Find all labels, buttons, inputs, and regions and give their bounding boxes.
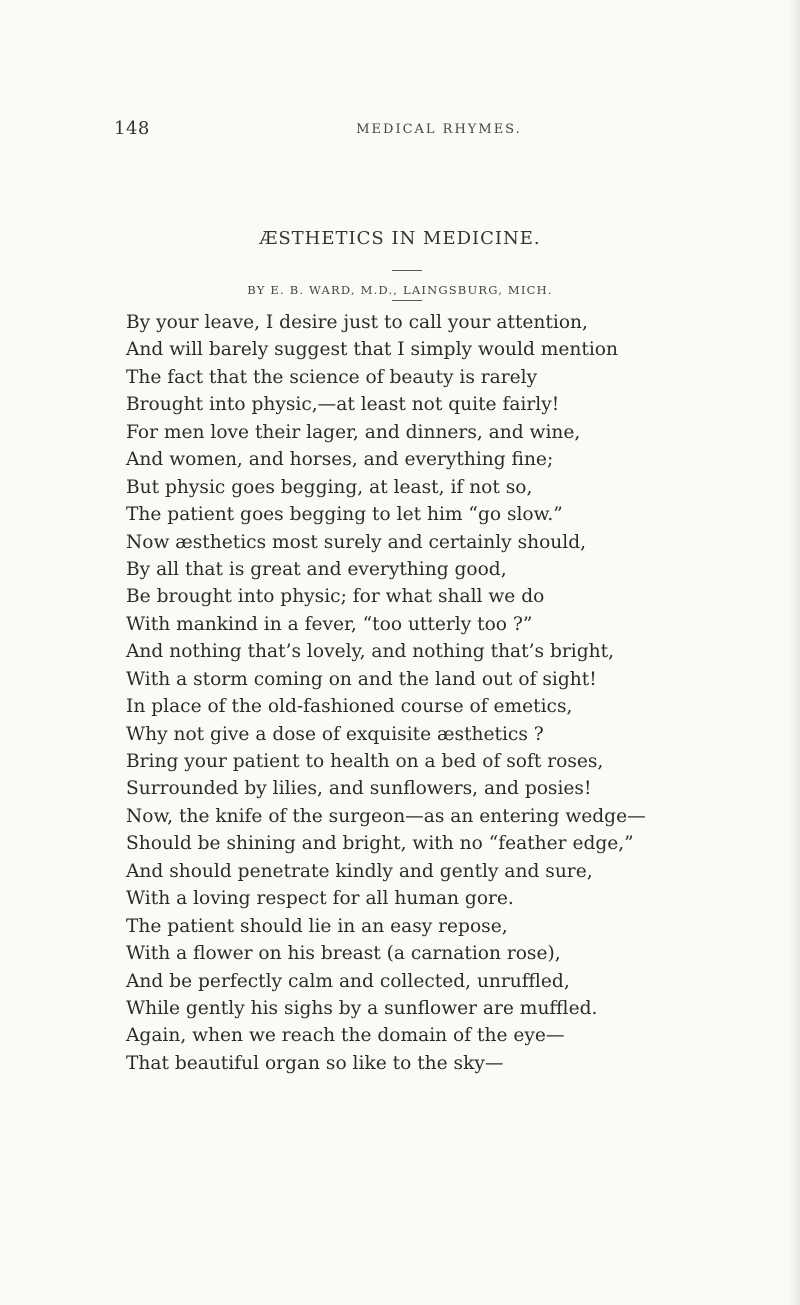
- poem-line: With a storm coming on and the land out of sight!: [126, 668, 597, 690]
- poem-line: The patient goes begging to let him “go slow.”: [126, 504, 563, 526]
- poem-line: Again, when we reach the domain of the eye—: [126, 1025, 565, 1047]
- poem-line: While gently his sighs by a sunflower are muffled.: [126, 997, 598, 1019]
- poem-line: Now, the knife of the surgeon—as an entering wedge—: [126, 805, 646, 827]
- poem-line: And women, and horses, and everything fine;: [126, 449, 554, 471]
- poem-line: With mankind in a fever, “too utterly too ?”: [126, 613, 533, 635]
- poem-line: By your leave, I desire just to call your attention,: [126, 312, 588, 333]
- poem-body: [126, 309, 800, 1077]
- poem-line: The fact that the science of beauty is rarely: [126, 366, 538, 388]
- poem-line: Bring your patient to health on a bed of soft roses,: [126, 751, 604, 772]
- poem-line: For men love their lager, and dinners, and wine,: [126, 421, 581, 443]
- poem-line: By all that is great and everything good,: [126, 558, 507, 580]
- poem-line: Should be shining and bright, with no “feather edge,”: [126, 833, 634, 855]
- article-title: ÆSTHETICS IN MEDICINE.: [259, 228, 541, 249]
- author-byline: BY E. B. WARD, M.D., LAINGSBURG, MICH.: [247, 283, 553, 297]
- poem-line: And will barely suggest that I simply would mention: [126, 339, 618, 361]
- poem-line: With a loving respect for all human gore.: [126, 888, 514, 910]
- poem-line: Surrounded by lilies, and sunflowers, and posies!: [126, 778, 592, 800]
- poem-line: And should penetrate kindly and gently and sure,: [126, 860, 593, 882]
- poem-line: Be brought into physic; for what shall we do: [126, 586, 545, 608]
- poem-line: The patient should lie in an easy repose,: [126, 915, 508, 937]
- poem-line: In place of the old-fashioned course of emetics,: [126, 696, 573, 718]
- running-head: [114, 118, 764, 142]
- poem-line: Why not give a dose of exquisite æsthetics ?: [126, 723, 544, 745]
- byline-rule: [392, 300, 422, 301]
- title-rule: [392, 270, 422, 271]
- poem-line: That beautiful organ so like to the sky—: [126, 1052, 504, 1074]
- poem-line: But physic goes begging, at least, if not so,: [126, 476, 533, 498]
- poem-line: Brought into physic,—at least not quite fairly!: [126, 394, 560, 416]
- poem-line: With a flower on his breast (a carnation rose),: [126, 943, 561, 965]
- poem-line: And nothing that’s lovely, and nothing that’s bright,: [126, 641, 614, 663]
- poem-line: And be perfectly calm and collected, unruffled,: [126, 970, 570, 992]
- running-title: MEDICAL RHYMES.: [356, 122, 522, 137]
- page-number: 148: [114, 118, 150, 139]
- poem-line: Now æsthetics most surely and certainly should,: [126, 531, 587, 553]
